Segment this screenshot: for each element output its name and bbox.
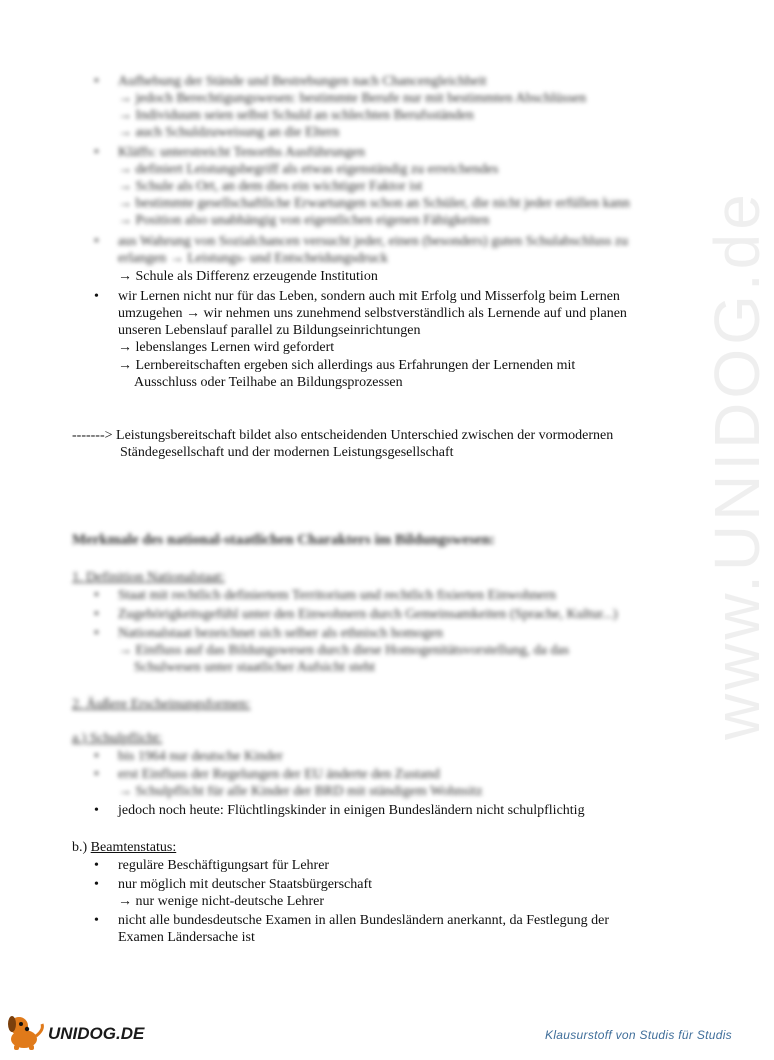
bullet-dot: • xyxy=(94,289,99,304)
bullet-dot: • xyxy=(94,145,99,160)
watermark-text: www.UNIDOG.de xyxy=(701,190,773,740)
text-line: Examen Ländersache ist xyxy=(118,930,255,945)
text-line: jedoch noch heute: Flüchtlingskinder in einigen Bundesländern nicht schulpflichtig xyxy=(118,803,585,818)
bullet-dot: • xyxy=(94,626,99,641)
text-line: reguläre Beschäftigungsart für Lehrer xyxy=(118,858,330,873)
bullet-dot: • xyxy=(94,858,99,873)
text-line: erlangen → Leistungs- und Entscheidungsdruck xyxy=(118,251,388,266)
conclusion-line: -------> Leistungsbereitschaft bildet also entscheidenden Unterschied zwischen der vormodernen xyxy=(72,428,614,443)
text-line: → Lernbereitschaften ergeben sich allerdings aus Erfahrungen der Lernenden mit xyxy=(118,358,576,373)
beamtenstatus-heading xyxy=(72,839,176,856)
text-line: Staat mit rechtlich definiertem Territorium und rechtlich fixierten Einwohnern xyxy=(118,588,557,603)
text-line: Kläffs: unterstreicht Tenorths Ausführungen xyxy=(118,145,365,160)
conclusion-line: Ständegesellschaft und der modernen Leistungsgesellschaft xyxy=(120,445,454,460)
definition-title: 1. Definition Nationalstaat: xyxy=(72,570,225,585)
text-line: Ausschluss oder Teilhabe an Bildungsprozessen xyxy=(134,375,403,390)
text-line: bis 1964 nur deutsche Kinder xyxy=(118,749,283,764)
text-line: nur möglich mit deutscher Staatsbürgerschaft xyxy=(118,877,373,892)
text-line: → Einfluss auf das Bildungswesen durch diese Homogenitätsvorstellung, da das xyxy=(118,643,570,658)
text-line: Nationalstaat bezeichnet sich selber als ethnisch homogen xyxy=(118,626,444,641)
text-line: Aufhebung der Stände und Bestrebungen nach Chancengleichheit xyxy=(118,74,487,89)
text-line: umzugehen → wir nehmen uns zunehmend selbstverständlich als Lernende auf und planen xyxy=(118,306,627,321)
bullet-dot: • xyxy=(94,749,99,764)
bullet-dot: • xyxy=(94,877,99,892)
bullet-dot: • xyxy=(94,767,99,782)
text-line: → Schulpflicht für alle Kinder der BRD mit ständigem Wohnsitz xyxy=(118,784,483,799)
text-line: → Position also unabhängig von eigentlichen eigenen Fähigkeiten xyxy=(118,213,490,228)
beamtenstatus-title: Beamtenstatus: xyxy=(90,840,177,855)
beamtenstatus-prefix: b.) xyxy=(72,840,88,855)
text-line: → Schule als Ort, an dem dies ein wichtiger Faktor ist xyxy=(118,179,423,194)
text-line: unseren Lebenslauf parallel zu Bildungseinrichtungen xyxy=(118,323,421,338)
text-line: → auch Schuldzuweisung an die Eltern xyxy=(118,125,340,140)
text-line: Zugehörigkeitsgefühl unter den Einwohnern durch Gemeinsamkeiten (Sprache, Kultur...) xyxy=(118,607,618,622)
text-line: → bestimmte gesellschaftliche Erwartungen schon an Schüler, die nicht jeder erfüllen kann xyxy=(118,196,630,211)
text-line: → Individuum seien selbst Schuld an schlechten Berufsständen xyxy=(118,108,474,123)
bullet-dot: • xyxy=(94,607,99,622)
unidog-logo[interactable] xyxy=(4,1012,154,1052)
bullet-dot: • xyxy=(94,234,99,249)
bullet-dot: • xyxy=(94,588,99,603)
text-line: aus Wahrung von Sozialchancen versucht jeder, einen (besonders) guten Schulabschluss zu xyxy=(118,234,629,249)
schulpflicht-title: a.) Schulpflicht: xyxy=(72,731,163,746)
dog-icon xyxy=(4,1012,48,1052)
school-arrow-line: → Schule als Differenz erzeugende Institution xyxy=(118,269,378,284)
bullet-dot: • xyxy=(94,74,99,89)
text-line: → lebenslanges Lernen wird gefordert xyxy=(118,340,335,355)
text-line: → nur wenige nicht-deutsche Lehrer xyxy=(118,894,325,909)
text-line: erst Einfluss der Regelungen der EU änderte den Zustand xyxy=(118,767,440,782)
section-heading: Merkmale des national-staatlichen Charakters im Bildungswesen: xyxy=(72,532,495,548)
text-line: → jedoch Berechtigungswesen: bestimmte Berufe nur mit bestimmten Abschlüssen xyxy=(118,91,587,106)
text-line: → definiert Leistungsbegriff als etwas eigenständig zu erreichendes xyxy=(118,162,499,177)
text-line: wir Lernen nicht nur für das Leben, sondern auch mit Erfolg und Misserfolg beim Lernen xyxy=(118,289,620,304)
footer-tagline: Klausurstoff von Studis für Studis xyxy=(545,1028,732,1042)
bullet-dot: • xyxy=(94,803,99,818)
text-line: Schulwesen unter staatlicher Aufsicht steht xyxy=(134,660,376,675)
bullet-dot: • xyxy=(94,913,99,928)
logo-text: UNIDOG.DE xyxy=(48,1024,145,1043)
forms-title: 2. Äußere Erscheinungsformen: xyxy=(72,697,251,712)
text-line: nicht alle bundesdeutsche Examen in allen Bundesländern anerkannt, da Festlegung der xyxy=(118,913,610,928)
